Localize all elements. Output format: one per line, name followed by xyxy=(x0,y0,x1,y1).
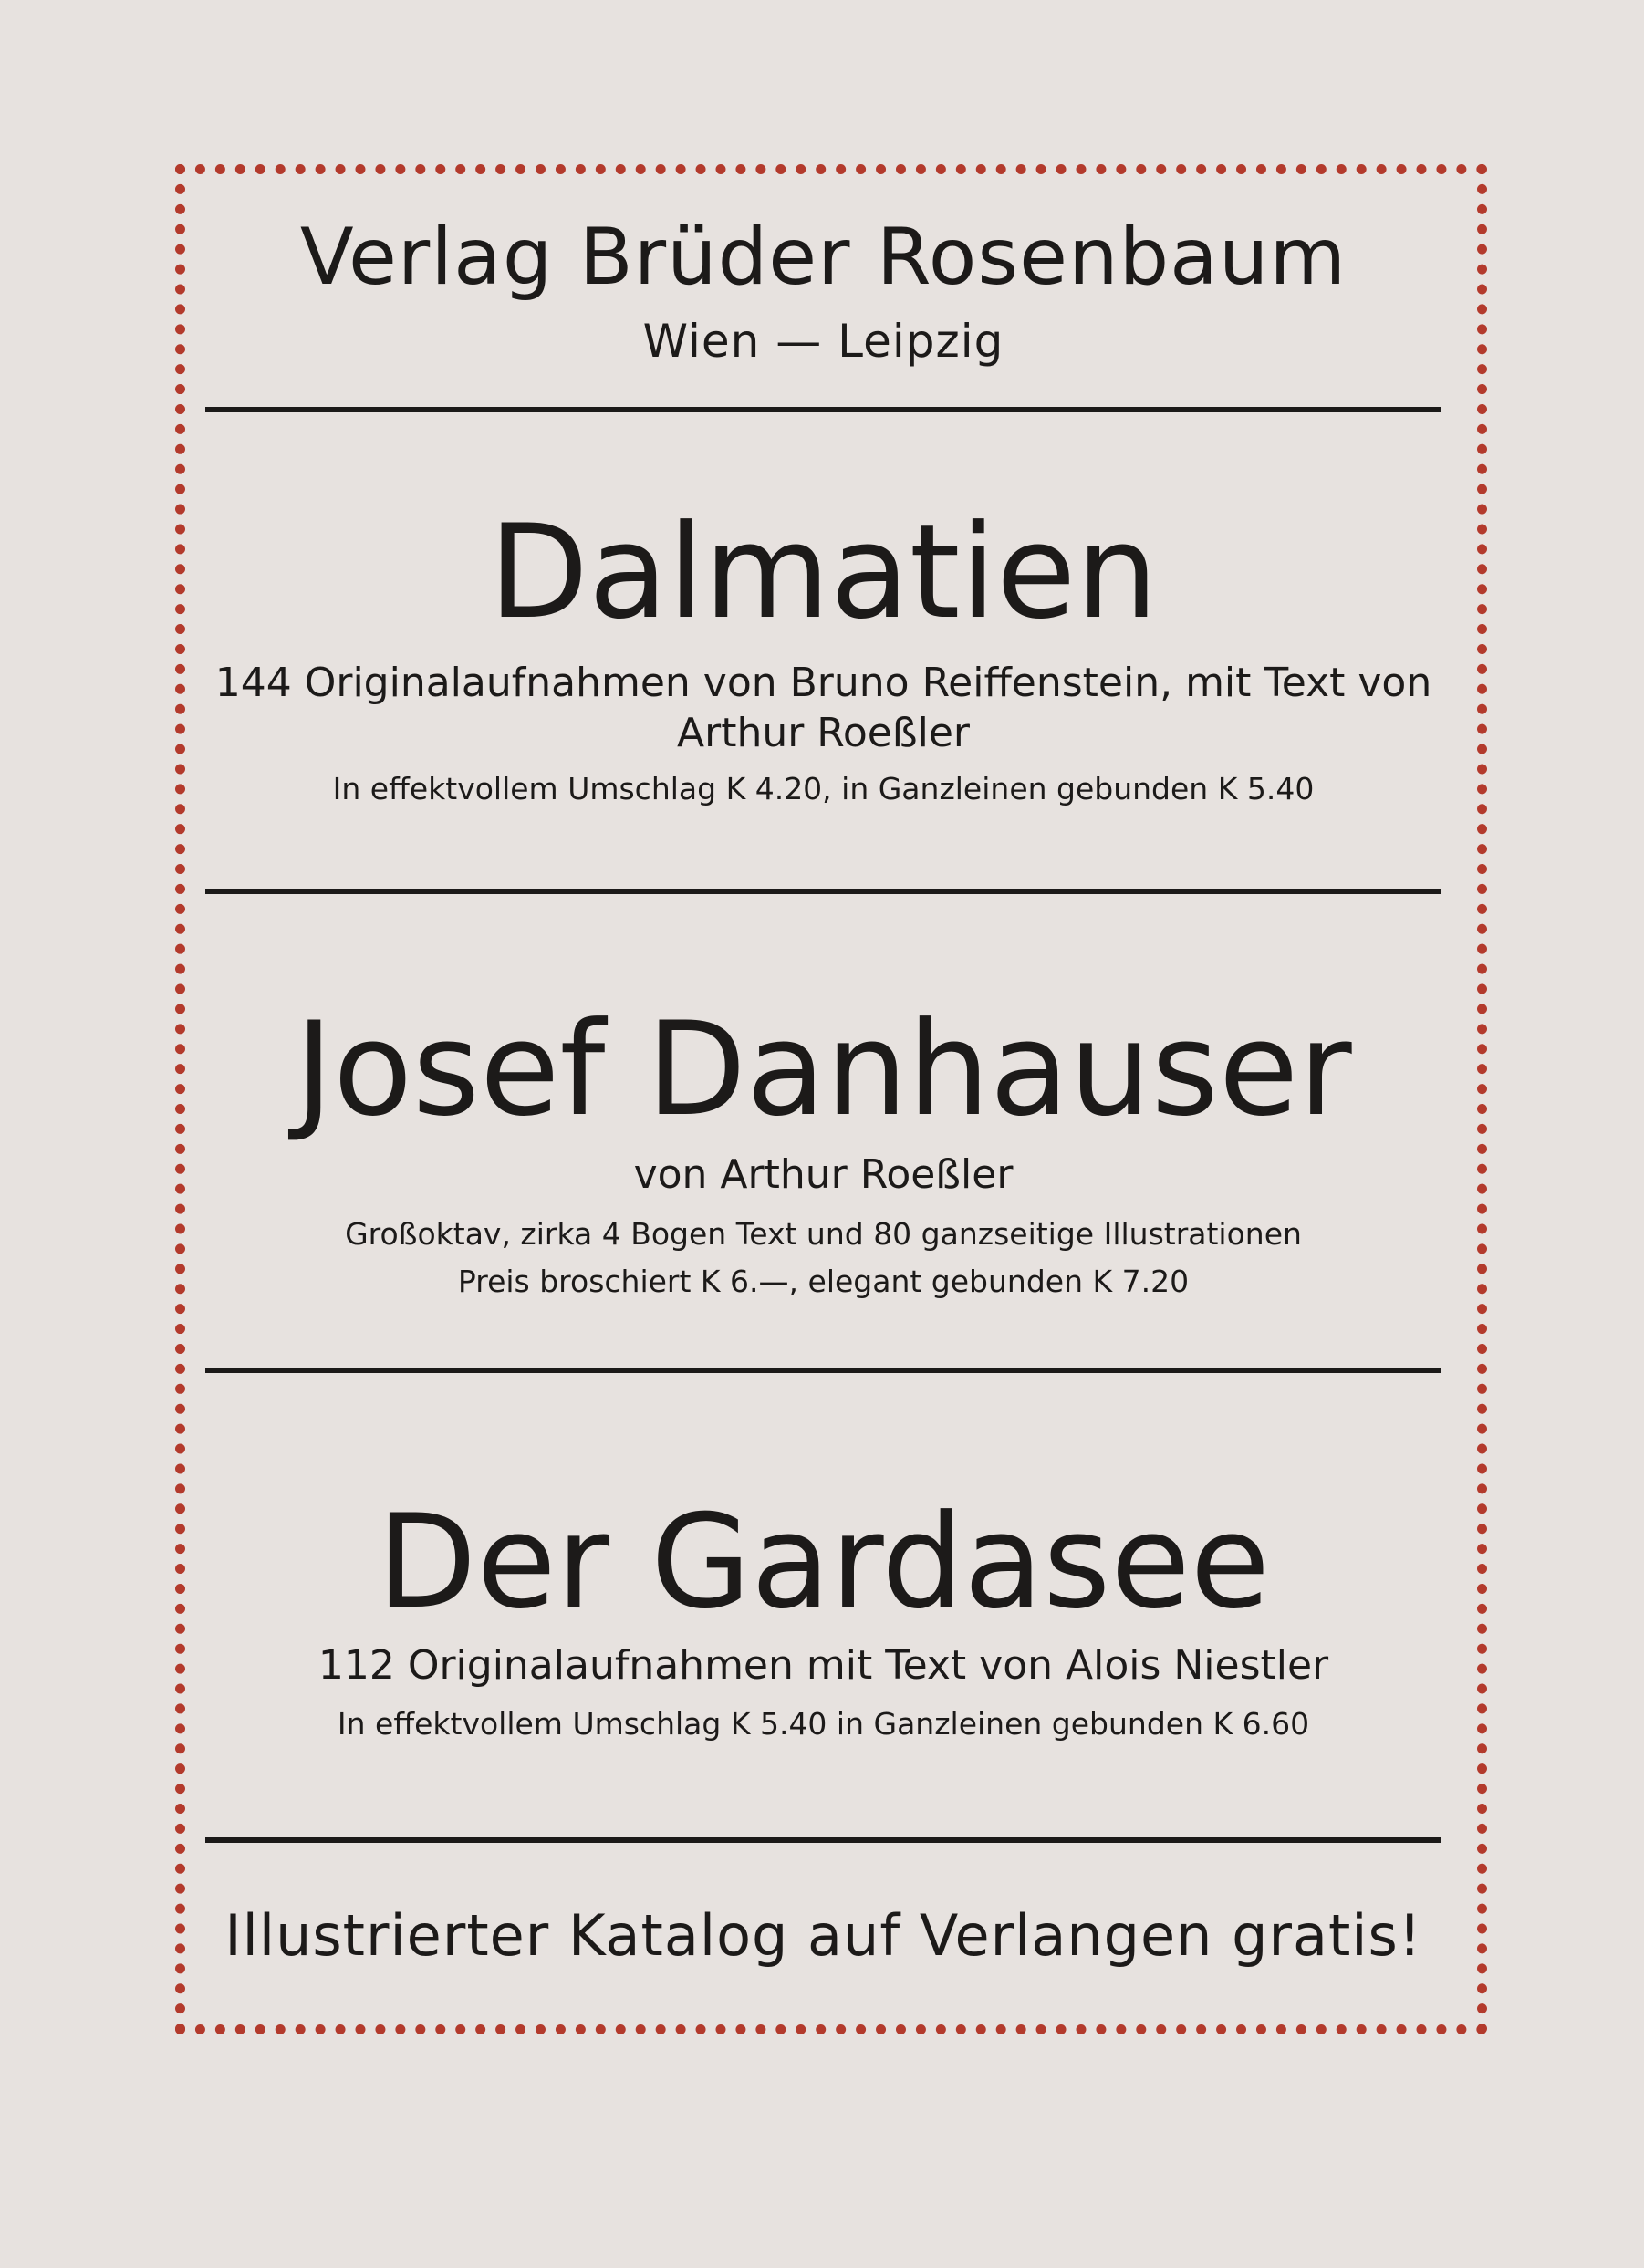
catalog-offer: Illustrierter Katalog auf Verlangen gratis! xyxy=(224,1902,1422,1969)
publisher-cities: Wien — Leipzig xyxy=(642,315,1004,368)
book-price-line: In effektvollem Umschlag K 5.40 in Ganzleinen gebunden K 6.60 xyxy=(337,1706,1310,1742)
book-detail-line: Großoktav, zirka 4 Bogen Text und 80 ganzseitige Illustrationen xyxy=(345,1216,1302,1252)
book-description-line: 144 Originalaufnahmen von Bruno Reiffenstein, mit Text von xyxy=(214,660,1432,706)
book-description-line: 112 Originalaufnahmen mit Text von Alois Niestler xyxy=(317,1642,1329,1689)
publisher-name: Verlag Brüder Rosenbaum xyxy=(299,212,1347,303)
divider-rule xyxy=(205,889,1441,894)
divider-rule xyxy=(205,1368,1441,1373)
book-title-gardasee: Der Gardasee xyxy=(376,1487,1271,1638)
book-title-dalmatien: Dalmatien xyxy=(488,497,1159,648)
book-price-line: In effektvollem Umschlag K 4.20, in Ganzleinen gebunden K 5.40 xyxy=(332,771,1315,806)
divider-rule xyxy=(205,1837,1441,1843)
divider-rule xyxy=(205,407,1441,412)
book-title-danhauser: Josef Danhauser xyxy=(295,994,1352,1145)
book-description-line: von Arthur Roeßler xyxy=(633,1151,1014,1198)
book-description-line: Arthur Roeßler xyxy=(677,710,970,756)
book-price-line: Preis broschiert K 6.—, elegant gebunden K 7.20 xyxy=(457,1264,1190,1299)
